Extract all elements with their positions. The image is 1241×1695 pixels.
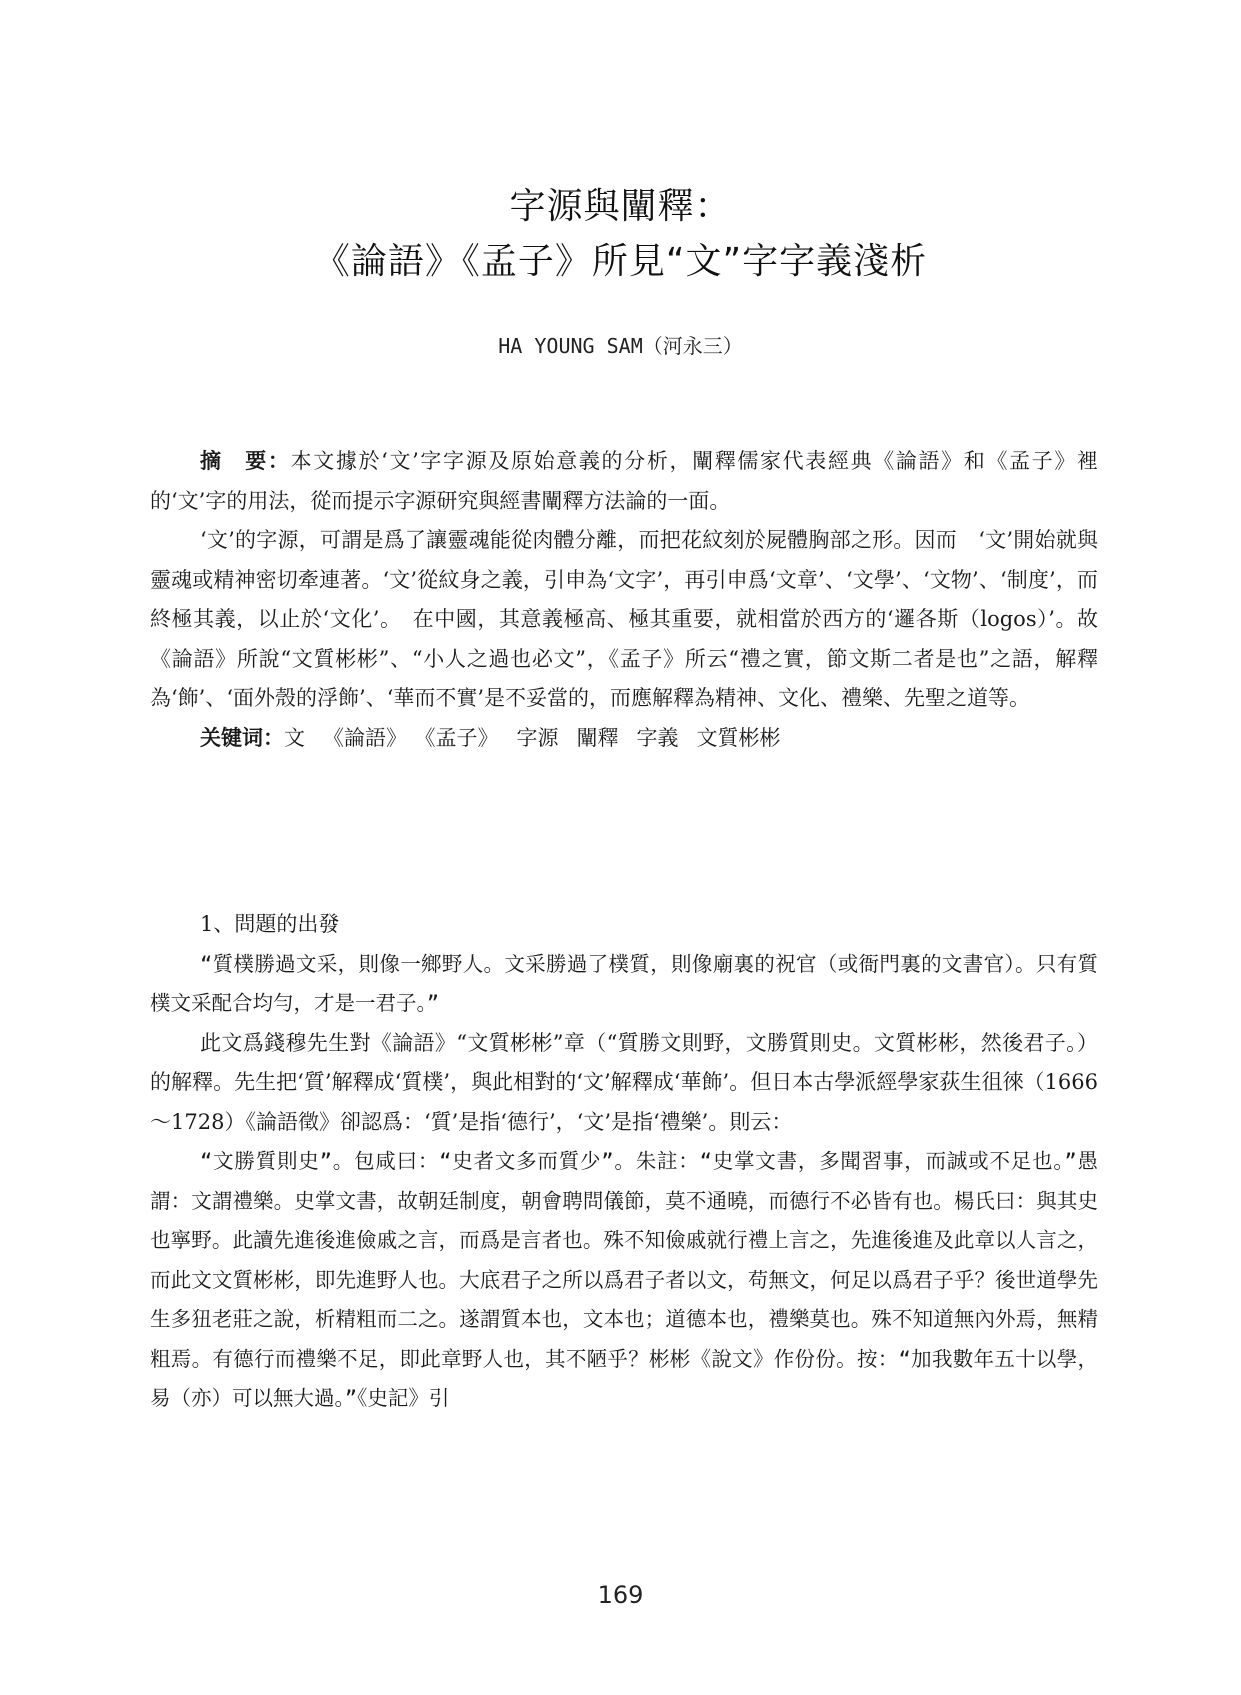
quote-lunyu-zheng: “文勝質則史”。包咸曰：“史者文多而質少”。朱註：“史掌文書，多聞習事，而誠或不足也。”愚謂：文謂禮樂。史掌文書，故朝廷制度，朝會聘問儀節，莫不通曉，而德行不必皆有也。楊氏曰：與其史也寧野。此讀先進後進儉戚之言，而爲是言者也。殊不知儉戚就行禮上言之，先進後進及此章以人言之，而此文文質彬彬，即先進野人也。大底君子之所以爲君子者以文，苟無文，何足以爲君子乎？後世道學先生多狃老莊之說，析精粗而二之。遂謂質本也，文本也；道德本也，禮樂莫也。殊不知道無內外焉，無精粗焉。有德行而禮樂不足，即此章野人也，其不陋乎？彬彬《說文》作份份。按：“加我數年五十以學，易（亦）可以無大過。”《史記》引 xyxy=(150,1149,1098,1410)
abstract-paragraph-1 xyxy=(150,442,1098,521)
keywords-line xyxy=(150,719,1098,759)
page-number: 169 xyxy=(597,1581,644,1609)
abstract-text-1: 本文據於‘文’字字源及原始意義的分析，闡釋儒家代表經典《論語》和《孟子》裡的‘文’字的用法，從而提示字源研究與經書闡釋方法論的一面。 xyxy=(150,449,1099,513)
section-heading: 1、問題的出發 xyxy=(200,912,340,936)
keyword-item: 《論語》 xyxy=(323,725,407,750)
paper-title-line-2: 《論語》《孟子》所見“文”字字義淺析 xyxy=(313,241,928,282)
abstract-section xyxy=(150,442,1098,758)
keywords-label: 关键词： xyxy=(200,725,284,750)
abstract-label: 摘 要： xyxy=(200,449,291,473)
keyword-item: 《孟子》 xyxy=(425,725,499,750)
keyword-item: 闡釋 xyxy=(576,725,619,750)
keyword-item: 文質彬彬 xyxy=(696,725,781,750)
section-1 xyxy=(150,905,1098,1419)
paper-title-line-1: 字源與闡釋： xyxy=(509,186,732,227)
quote-qian-mu: “質樸勝過文采，則像一鄉野人。文采勝過了樸質，則像廟裏的祝官（或衙門裏的文書官）。只有質樸文采配合均勻，才是一君子。” xyxy=(150,951,1098,1015)
keyword-item: 字義 xyxy=(636,725,679,750)
keyword-item: 文 xyxy=(284,725,305,750)
body-paragraph: 此文爲錢穆先生對《論語》“文質彬彬”章（“質勝文則野，文勝質則史。文質彬彬，然後君子。）的解釋。先生把‘質’解釋成‘質樸’，與此相對的‘文’解釋成‘華飾’。但日本古學派經學家荻生徂徠（1666～1728）《論語徵》卻認爲：‘質’是指‘德行’，‘文’是指‘禮樂’。則云： xyxy=(150,1030,1098,1134)
author-name: HA YOUNG SAM（河永三） xyxy=(498,334,743,358)
keyword-item: 字源 xyxy=(516,725,559,750)
abstract-paragraph-2: ‘文’的字源，可謂是爲了讓靈魂能從肉體分離，而把花紋刻於屍體胸部之形。因而 ‘文’開始就與靈魂或精神密切牽連著。‘文’從紋身之義，引申為‘文字’，再引申爲‘文章’、‘文學’、‘文物’、‘制度’，而終極其義，以止於‘文化’。 在中國，其意義極高、極其重要，就相當於西方的‘邏各斯（logos）’。故《論語》所說“文質彬彬”、“小人之過也必文”，《孟子》所云“禮之實，節文斯二者是也”之語，解釋為‘飾’、‘面外殼的浮飾’、‘華而不實’是不妥當的，而應解釋為精神、文化、禮樂、先聖之道等。 xyxy=(150,528,1098,710)
